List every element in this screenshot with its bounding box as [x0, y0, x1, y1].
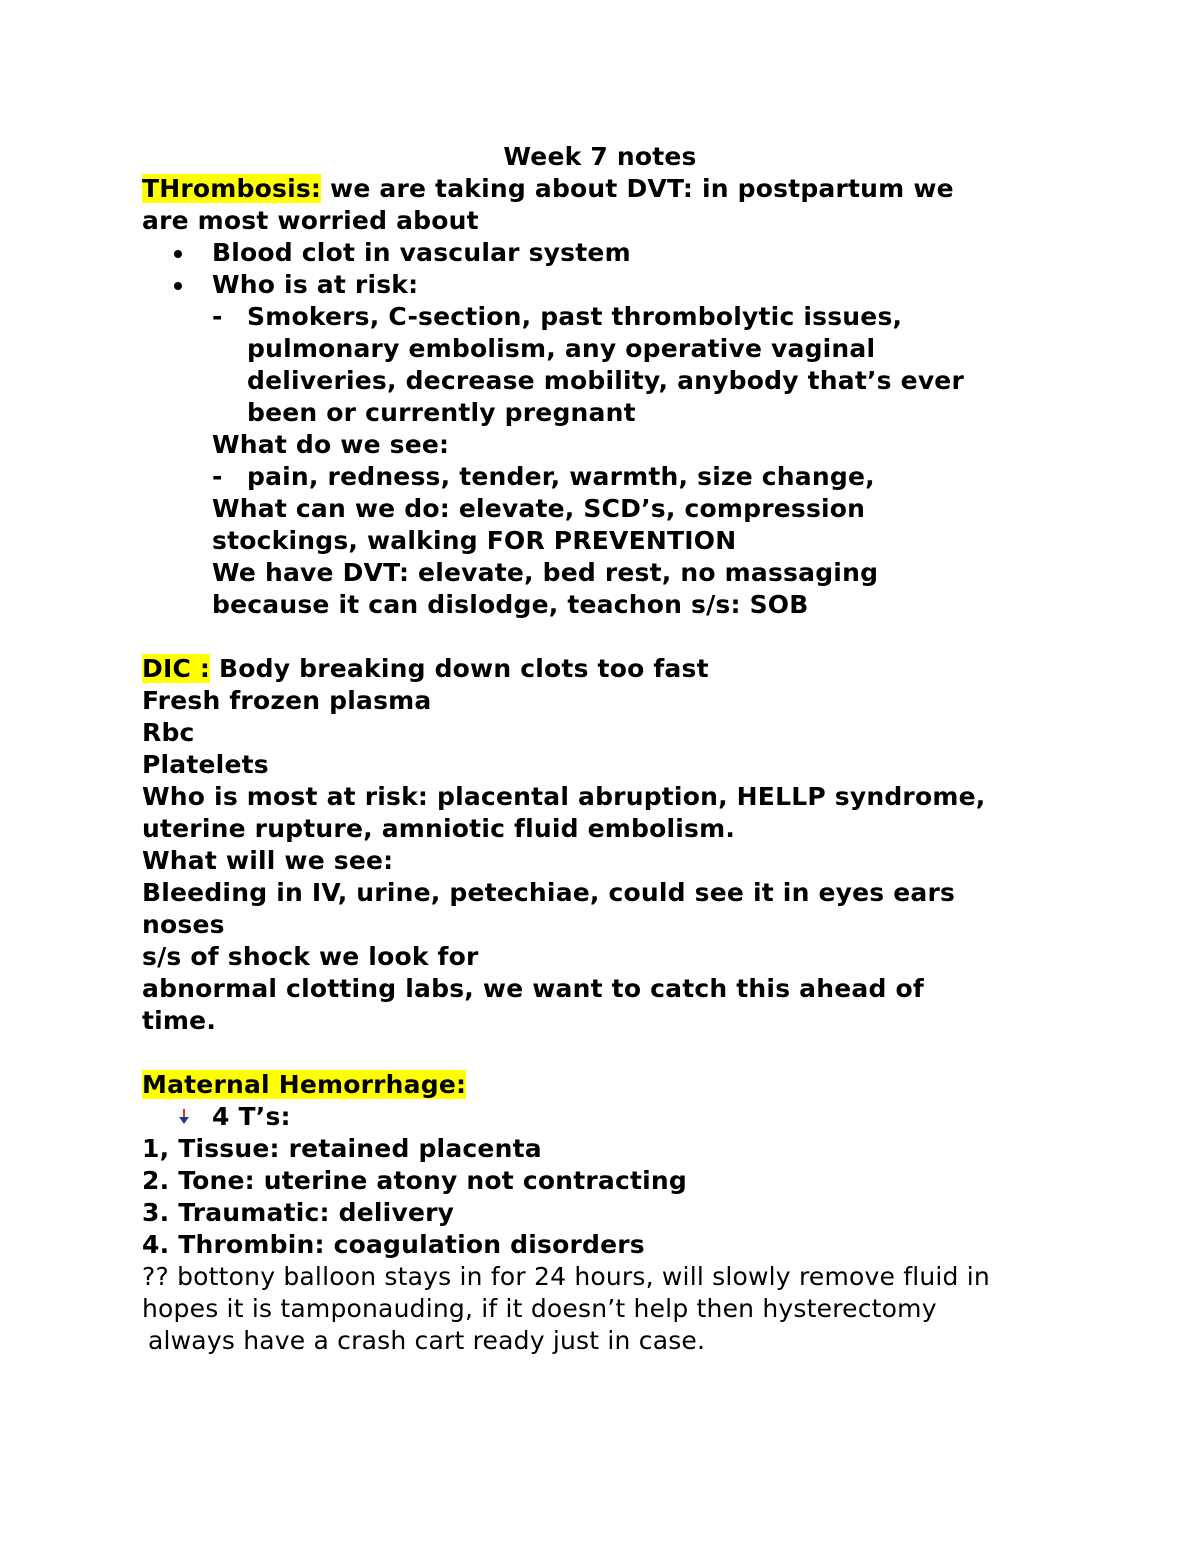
see-text: pain, redness, tender, warmth, size change,: [247, 462, 875, 491]
thrombosis-intro-text: we are taking about DVT: in postpartum we: [321, 174, 954, 203]
see-item: [142, 461, 1072, 493]
dic-line: Rbc: [142, 718, 195, 747]
dic-line: Fresh frozen plasma: [142, 686, 432, 715]
dic-heading-text: Body breaking down clots too fast: [210, 654, 709, 683]
dic-line: uterine rupture, amniotic fluid embolism.: [142, 814, 736, 843]
bullet-icon: [174, 282, 182, 290]
risk-text-continued: been or currently pregnant: [247, 398, 636, 427]
risk-item: [142, 301, 1072, 333]
bullet-icon: [174, 250, 182, 258]
dic-line: Bleeding in IV, urine, petechiae, could see it in eyes ears: [142, 878, 956, 907]
dic-heading: DIC :: [142, 654, 211, 683]
document-page: [142, 141, 1072, 1357]
risk-text-continued: deliveries, decrease mobility, anybody that’s ever: [247, 366, 964, 395]
thrombosis-intro-continued: are most worried about: [142, 206, 479, 235]
list-item: [142, 1101, 1072, 1133]
dic-line: s/s of shock we look for: [142, 942, 479, 971]
dash-icon: -: [212, 462, 223, 491]
do-line: What can we do: elevate, SCD’s, compression: [212, 494, 866, 523]
hemorrhage-heading: Maternal Hemorrhage:: [142, 1070, 467, 1099]
dic-line: time.: [142, 1006, 217, 1035]
dic-line: Platelets: [142, 750, 269, 779]
numbered-item: 4. Thrombin: coagulation disorders: [142, 1230, 645, 1259]
dic-line: abnormal clotting labs, we want to catch this ahead of: [142, 974, 924, 1003]
thrombosis-heading: THrombosis:: [142, 174, 322, 203]
list-item: [142, 237, 1072, 269]
note-line: ?? bottony balloon stays in for 24 hours, will slowly remove fluid in: [142, 1262, 990, 1291]
do-line: We have DVT: elevate, bed rest, no massaging: [212, 558, 879, 587]
thrombosis-intro-line: [142, 173, 1072, 205]
do-line: stockings, walking FOR PREVENTION: [212, 526, 737, 555]
dic-line: What will we see:: [142, 846, 394, 875]
do-line: because it can dislodge, teachon s/s: SOB: [212, 590, 809, 619]
document-title: Week 7 notes: [503, 142, 697, 171]
risk-text: Smokers, C-section, past thrombolytic issues,: [247, 302, 903, 331]
bullet-text: Who is at risk:: [212, 270, 419, 299]
see-label: What do we see:: [212, 430, 450, 459]
arrow-item-text: 4 T’s:: [212, 1102, 291, 1131]
note-line: hopes it is tamponauding, if it doesn’t help then hysterectomy: [142, 1294, 937, 1323]
numbered-item: 1, Tissue: retained placenta: [142, 1134, 542, 1163]
dic-heading-line: [142, 653, 1072, 685]
bullet-text: Blood clot in vascular system: [212, 238, 631, 267]
dic-line: Who is most at risk: placental abruption, HELLP syndrome,: [142, 782, 986, 811]
down-arrow-icon: [178, 1108, 190, 1126]
risk-text-continued: pulmonary embolism, any operative vaginal: [247, 334, 876, 363]
list-item: [142, 269, 1072, 301]
dash-icon: -: [212, 302, 223, 331]
numbered-item: 2. Tone: uterine atony not contracting: [142, 1166, 688, 1195]
spacer: [142, 1037, 1072, 1069]
numbered-item: 3. Traumatic: delivery: [142, 1198, 455, 1227]
dic-line: noses: [142, 910, 225, 939]
spacer: [142, 621, 1072, 653]
note-line: always have a crash cart ready just in case.: [148, 1326, 706, 1355]
hemorrhage-heading-line: [142, 1069, 1072, 1101]
